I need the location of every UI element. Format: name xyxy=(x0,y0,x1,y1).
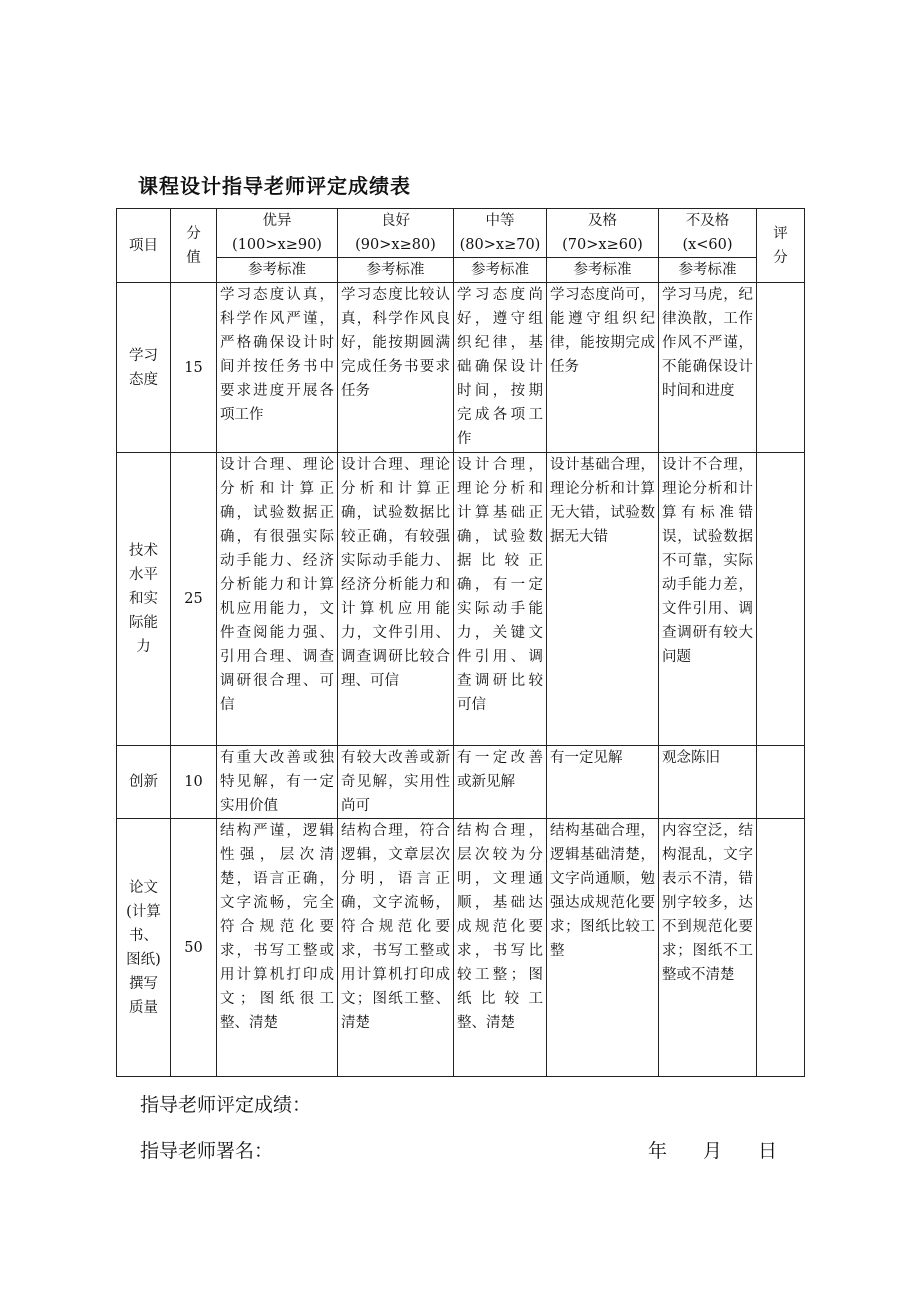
reference-label: 参考标准 xyxy=(454,258,547,283)
row-item: 创新 xyxy=(117,746,171,819)
table-row xyxy=(117,283,805,453)
score-cell[interactable] xyxy=(757,453,805,746)
row-weight: 10 xyxy=(171,746,217,819)
table-row xyxy=(117,819,805,1077)
criterion-cell: 观念陈旧 xyxy=(659,746,757,819)
criterion-cell: 设计基础合理，理论分析和计算无大错，试验数据无大错 xyxy=(547,453,659,746)
row-item: 学习态度 xyxy=(117,283,171,453)
score-cell[interactable] xyxy=(757,746,805,819)
day-label: 日 xyxy=(758,1140,778,1162)
criterion-cell: 结构合理，符合逻辑，文章层次分明，语言正确，文字流畅，符合规范化要求，书写工整或用计算机打印成文；图纸工整、清楚 xyxy=(338,819,454,1077)
header-grade xyxy=(338,209,454,258)
row-item: 技术水平和实际能力 xyxy=(117,453,171,746)
header-grade xyxy=(217,209,338,258)
month-label: 月 xyxy=(703,1140,723,1162)
reference-label: 参考标准 xyxy=(659,258,757,283)
row-weight: 50 xyxy=(171,819,217,1077)
grade-name: 中等 xyxy=(485,213,515,229)
criterion-cell: 结构基础合理，逻辑基础清楚，文字尚通顺，勉强达成规范化要求；图纸比较工整 xyxy=(547,819,659,1077)
header-grade xyxy=(454,209,547,258)
grade-name: 良好 xyxy=(381,213,410,229)
header-weight: 分值 xyxy=(171,209,217,283)
date-fields xyxy=(648,1136,777,1163)
row-item: 论文(计算书、图纸)撰写质量 xyxy=(117,819,171,1077)
criterion-cell: 学习态度尚可，能遵守组织纪律，能按期完成任务 xyxy=(547,283,659,453)
reference-label: 参考标准 xyxy=(547,258,659,283)
row-weight: 25 xyxy=(171,453,217,746)
grade-range: (80>x≥70) xyxy=(459,237,541,253)
grade-range: (90>x≥80) xyxy=(355,237,436,253)
header-item: 项目 xyxy=(117,209,171,283)
header-row xyxy=(117,209,805,258)
grade-name: 优异 xyxy=(262,213,292,229)
header-score: 评分 xyxy=(757,209,805,283)
table-row xyxy=(117,746,805,819)
header-grade xyxy=(659,209,757,258)
signature-label: 指导老师署名： xyxy=(140,1140,274,1162)
criterion-cell: 设计不合理，理论分析和计算有标准错误，试验数据不可靠，实际动手能力差，文件引用、调查调研有较大问题 xyxy=(659,453,757,746)
header-grade xyxy=(547,209,659,258)
criterion-cell: 有较大改善或新奇见解，实用性尚可 xyxy=(338,746,454,819)
reference-label: 参考标准 xyxy=(338,258,454,283)
criterion-cell: 设计合理，理论分析和计算基础正确，试验数据比较正确，有一定实际动手能力，关键文件引用、调查调研比较可信 xyxy=(454,453,547,746)
criterion-cell: 学习马虎，纪律涣散，工作作风不严谨，不能确保设计时间和进度 xyxy=(659,283,757,453)
criterion-cell: 学习态度认真，科学作风严谨，严格确保设计时间并按任务书中要求进度开展各项工作 xyxy=(217,283,338,453)
reference-row xyxy=(117,258,805,283)
page-title: 课程设计指导老师评定成绩表 xyxy=(138,174,411,198)
criterion-cell: 结构严谨，逻辑性强，层次清楚，语言正确，文字流畅，完全符合规范化要求，书写工整或用计算机打印成文；图纸很工整、清楚 xyxy=(217,819,338,1077)
score-cell[interactable] xyxy=(757,283,805,453)
grade-name: 及格 xyxy=(588,213,617,229)
criterion-cell: 设计合理、理论分析和计算正确，试验数据正确，有很强实际动手能力、经济分析能力和计算机应用能力，文件查阅能力强、引用合理、调查调研很合理、可信 xyxy=(217,453,338,746)
criterion-cell: 内容空泛，结构混乱，文字表示不清，错别字较多，达不到规范化要求；图纸不工整或不清楚 xyxy=(659,819,757,1077)
row-weight: 15 xyxy=(171,283,217,453)
reference-label: 参考标准 xyxy=(217,258,338,283)
grading-table xyxy=(116,208,805,1077)
criterion-cell: 设计合理、理论分析和计算正确，试验数据比较正确，有较强实际动手能力、经济分析能力和计算机应用能力，文件引用、调查调研比较合理、可信 xyxy=(338,453,454,746)
criterion-cell: 学习态度比较认真，科学作风良好，能按期圆满完成任务书要求任务 xyxy=(338,283,454,453)
criterion-cell: 有一定见解 xyxy=(547,746,659,819)
grade-range: (x<60) xyxy=(682,237,733,253)
criterion-cell: 学习态度尚好，遵守组织纪律，基础确保设计时间，按期完成各项工作 xyxy=(454,283,547,453)
grade-range: (70>x≥60) xyxy=(562,237,643,253)
evaluation-label: 指导老师评定成绩： xyxy=(140,1094,312,1116)
table-row xyxy=(117,453,805,746)
criterion-cell: 结构合理，层次较为分明，文理通顺，基础达成规范化要求，书写比较工整；图纸比较工整、清楚 xyxy=(454,819,547,1077)
criterion-cell: 有重大改善或独特见解，有一定实用价值 xyxy=(217,746,338,819)
criterion-cell: 有一定改善或新见解 xyxy=(454,746,547,819)
grade-name: 不及格 xyxy=(685,213,730,229)
grade-range: (100>x≥90) xyxy=(232,237,322,253)
score-cell[interactable] xyxy=(757,819,805,1077)
year-label: 年 xyxy=(648,1140,668,1162)
